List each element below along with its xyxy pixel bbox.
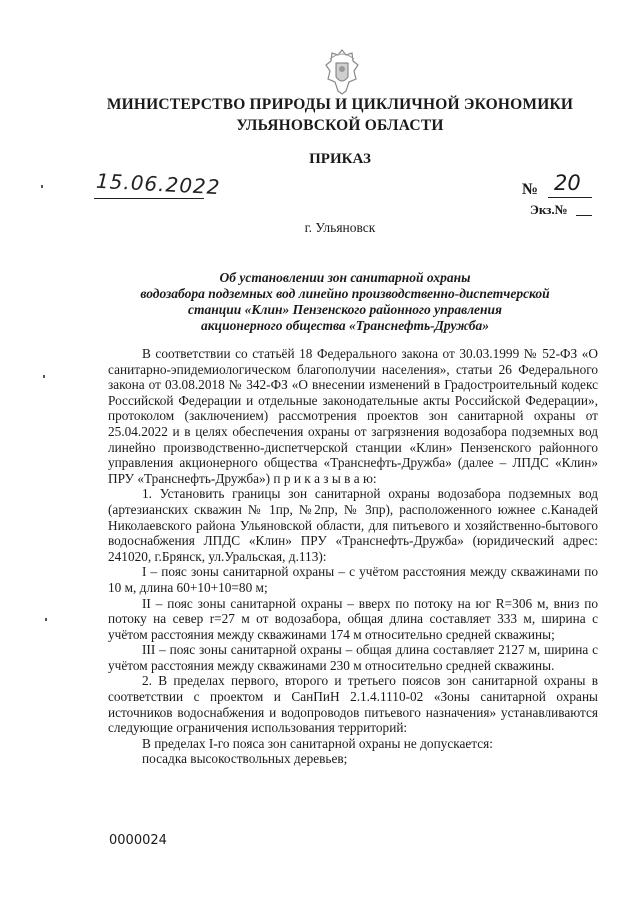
paragraph-item-1: 1. Установить границы зон санитарной охраны водозабора подземных вод (артезианских скважин № 1пр, №2пр, № 3пр), расположенного южнее с.Канадей Николаевского района Ульяновской области, для питьевого и хозяйственно-бытового водоснабжения ЛПДС «Клин» ПРУ «Транснефть-Дружба» (юридический адрес: 241020, г.Брянск, ул.Уральская, д.113): xyxy=(108,486,598,564)
paragraph-zone-1-restrictions: В пределах I-го пояса зон санитарной охраны не допускается: xyxy=(142,735,493,751)
document-code: 0000024 xyxy=(109,833,167,848)
scan-mark xyxy=(43,375,45,378)
copy-number-label: Экз.№ xyxy=(530,202,568,217)
city: г. Ульяновск xyxy=(304,220,376,235)
handwritten-number: 20 xyxy=(554,171,581,195)
ministry-name xyxy=(90,94,590,136)
number-underline xyxy=(548,197,592,198)
subject-line-3: станции «Клин» Пензенского районного управления xyxy=(187,302,503,317)
paragraph-zone-3: III – пояс зоны санитарной охраны – общая длина составляет 2127 м, ширина с учётом расстояния между скважинами 230 м относительно средней скважины. xyxy=(108,642,598,673)
handwritten-date: 15.06.2022 xyxy=(95,168,222,200)
number-label: № xyxy=(522,181,539,198)
paragraph-zone-2: II – пояс зоны санитарной охраны – вверх по потоку на юг R=306 м, вниз по потоку на север r=27 м от водозабора, общая длина составляет 333 м, ширина с учётом расстояния между скважинами 174 м относительно средней скважины; xyxy=(108,595,598,642)
subject-line-4: акционерного общества «Транснефть-Дружба» xyxy=(200,318,490,333)
date-underline xyxy=(94,198,204,199)
paragraph-restriction-trees: посадка высокоствольных деревьев; xyxy=(142,751,348,767)
subject-line-2: водозабора подземных вод линейно производственно-диспетчерской xyxy=(140,286,550,301)
scan-mark xyxy=(41,185,43,188)
order-title: ПРИКАЗ xyxy=(309,151,371,167)
coat-of-arms-emblem xyxy=(322,47,362,97)
copy-number-underline xyxy=(576,215,592,216)
subject-line-1: Об установлении зон санитарной охраны xyxy=(219,270,471,285)
paragraph-preamble: В соответствии со статьёй 18 Федерального закона от 30.03.1999 № 52-ФЗ «О санитарно-эпидемиологическом благополучии населения», статьи 26 Федерального закона от 03.08.2018 № 342-ФЗ «О внесении изменений в Градостроительный кодекс Российской Федерации и отдельные законодательные акты Российской Федерации», протоколом (заключением) рассмотрения проектов зон санитарной охраны от 25.04.2022 и в целях обеспечения охраны от загрязнения водозабора подземных вод линейно производственно-диспетчерской станции «Клин» Пензенского районного управления акционерного общества «Транснефть-Дружба» (далее – ЛПДС «Клин» ПРУ «Транснефть-Дружба») п р и к а з ы в а ю: xyxy=(108,346,598,486)
paragraph-zone-1: I – пояс зоны санитарной охраны – с учётом расстояния между скважинами по 10 м, длина 60+10+10=80 м; xyxy=(108,564,598,595)
scan-mark xyxy=(45,618,47,621)
order-subject xyxy=(110,270,580,334)
ministry-line-2: УЛЬЯНОВСКОЙ ОБЛАСТИ xyxy=(236,117,444,134)
order-body xyxy=(108,346,598,767)
paragraph-item-2: 2. В пределах первого, второго и третьего поясов зон санитарной охраны в соответствии с проектом и СанПиН 2.1.4.1110-02 «Зоны санитарной охраны источников водоснабжения и водопроводов питьевого назначения» устанавливаются следующие ограничения использования территорий: xyxy=(108,673,598,736)
ministry-line-1: МИНИСТЕРСТВО ПРИРОДЫ И ЦИКЛИЧНОЙ ЭКОНОМИКИ xyxy=(106,96,574,113)
